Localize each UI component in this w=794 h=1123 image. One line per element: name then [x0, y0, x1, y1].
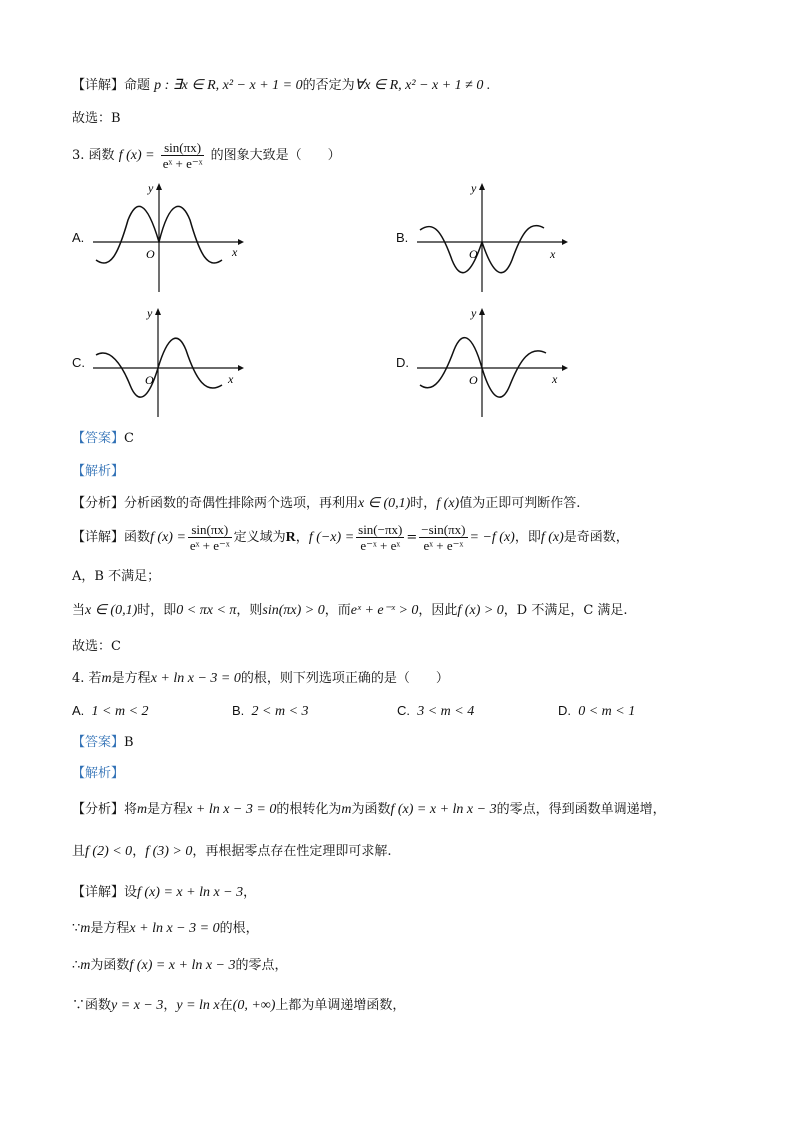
text: 时，即 — [137, 603, 177, 618]
answer-value: B — [124, 735, 134, 750]
text: 的否定为 — [302, 78, 355, 93]
text: 是方程 — [90, 921, 130, 936]
text: 当 — [72, 603, 86, 618]
text: ，而 — [324, 603, 351, 618]
fx: f (x) — [436, 496, 460, 511]
text: 为函数 — [90, 958, 130, 973]
analysis-tag: 【解析】 — [72, 464, 125, 479]
q4-option-b — [232, 703, 309, 720]
text: 的零点，得到函数单调递增， — [496, 802, 666, 817]
fx: f (x) = — [118, 148, 155, 163]
therefore-line — [72, 957, 288, 975]
text: 4. 若 — [72, 671, 102, 686]
ineq-3: eˣ + e⁻ˣ > 0 — [350, 603, 419, 618]
analyze-tag: 【分析】 — [72, 802, 125, 817]
detail-line-3: 【详解】函数f (x) = $\frac{\sin(\pi x)}{\text{eˣ + e⁻ˣ}}$ 定义域为R，f (−x) = $\frac{\sin(-\pi x)}{\text{e⁻ˣ + eˣ}}$ = $\frac{-\sin(\pi x)}{\text{eˣ + e⁻ˣ}}$ = −f (x)，即f (x)是奇函数， — [72, 522, 629, 553]
m: m — [80, 921, 91, 936]
origin-label: O — [469, 247, 478, 261]
answer-value: C — [124, 431, 134, 446]
text: 时， — [410, 496, 437, 511]
m: m — [101, 671, 112, 686]
value: 1 < m < 2 — [91, 704, 149, 719]
graph-d — [412, 305, 572, 420]
text: 是方程 — [111, 671, 151, 686]
y-label: y — [147, 306, 153, 320]
answer-tag: 【答案】 — [72, 431, 125, 446]
ineq-4: f (x) > 0 — [457, 603, 504, 618]
text: 是方程 — [147, 802, 187, 817]
detail-line-4: 【详解】设f (x) = x + ln x − 3， — [72, 885, 257, 900]
analyze-tag: 【分析】 — [72, 496, 125, 511]
value: 0 < m < 1 — [578, 704, 636, 719]
fx-def: f (x) = x + ln x − 3 — [390, 802, 497, 817]
interval: x ∈ (0,1) — [358, 496, 411, 511]
f3: f (3) > 0 — [145, 844, 193, 859]
denominator: eˣ + e⁻ˣ — [423, 538, 464, 553]
fx-def: f (x) = x + ln x − 3 — [129, 958, 236, 973]
text: 在 — [219, 998, 233, 1013]
denominator: e⁻ˣ + eˣ — [360, 538, 401, 553]
text: ，即 — [514, 530, 541, 545]
option-c-label: C. — [72, 355, 85, 370]
value: 2 < m < 3 — [251, 704, 309, 719]
text: ， — [163, 998, 177, 1013]
neg-fx: = −f (x) — [469, 530, 515, 545]
q4-option-d — [558, 703, 635, 720]
choose-b: 故选：B — [72, 111, 121, 126]
fx: f (x) — [540, 530, 564, 545]
proposition: p : ∃x ∈ R, x² − x + 1 = 0 — [154, 78, 303, 93]
detail-tag: 【详解】 — [72, 78, 125, 93]
text: 分析函数的奇偶性排除两个选项，再利用 — [124, 496, 359, 511]
analyze-line-3 — [72, 495, 580, 513]
m: m — [341, 802, 352, 817]
text: 值为正即可判断作答. — [459, 496, 581, 511]
real-set: R — [285, 530, 296, 545]
text: ，因此 — [418, 603, 458, 618]
y2: y = ln x — [176, 998, 220, 1013]
x-label: x — [232, 245, 238, 259]
numerator: sin(−πx) — [358, 522, 403, 537]
value: 3 < m < 4 — [417, 704, 475, 719]
text: ，D 不满足，C 满足. — [503, 603, 628, 618]
text: ，则 — [236, 603, 263, 618]
fraction-3 — [419, 522, 467, 553]
graph-c — [88, 305, 248, 420]
interval: x ∈ (0,1) — [85, 603, 138, 618]
text: ， — [132, 844, 146, 859]
text: 函数 — [124, 530, 151, 545]
detail-tag: 【详解】 — [72, 885, 125, 900]
when-line — [72, 602, 628, 620]
text: 的根，则下列选项正确的是（ ） — [240, 671, 449, 686]
answer-tag: 【答案】 — [72, 735, 125, 750]
analysis-tag: 【解析】 — [72, 766, 125, 781]
question-3 — [72, 140, 341, 171]
analysis-heading-3 — [72, 463, 124, 481]
text: 为函数 — [351, 802, 391, 817]
ineq-2: sin(πx) > 0 — [262, 603, 325, 618]
text: 是奇函数， — [563, 530, 629, 545]
detail-line-1 — [72, 77, 490, 95]
text: 设 — [124, 885, 138, 900]
text: 的根转化为 — [276, 802, 342, 817]
option-b-label: B. — [396, 230, 409, 245]
because-line-2 — [72, 997, 405, 1015]
answer-line-4 — [72, 734, 134, 752]
text: 函数 — [85, 998, 112, 1013]
option-d-label: D. — [396, 355, 409, 370]
ab-not-line: A，B 不满足； — [72, 569, 161, 584]
analyze-line-4 — [72, 801, 666, 819]
y-label: y — [471, 306, 477, 320]
fraction-2 — [356, 522, 404, 553]
analyze-line-4b — [72, 843, 392, 861]
f-neg-x: f (−x) = — [308, 530, 355, 545]
analysis-heading-4 — [72, 765, 124, 783]
text: 定义域为 — [233, 530, 286, 545]
x-label: x — [552, 372, 558, 386]
q3-number: 3. 函数 — [72, 148, 115, 163]
q4-option-c — [397, 703, 474, 720]
question-4 — [72, 670, 449, 688]
choose-c: 故选：C — [72, 639, 121, 654]
q3-tail: 的图象大致是（ ） — [210, 148, 341, 163]
graph-b — [412, 180, 572, 295]
text: 的根， — [219, 921, 259, 936]
fx: f (x) = — [150, 530, 186, 545]
fraction-1 — [188, 522, 232, 553]
because-symbol: ∵ — [72, 998, 86, 1013]
text: 命题 — [124, 78, 151, 93]
label: B. — [232, 703, 245, 718]
m: m — [80, 958, 91, 973]
option-a-label: A. — [72, 230, 85, 245]
y1: y = x − 3 — [111, 998, 164, 1013]
x-label: x — [550, 247, 556, 261]
fx-def: f (x) = x + ln x − 3 — [137, 885, 244, 900]
because-symbol: ∵ — [72, 921, 81, 936]
interval: (0, +∞) — [232, 998, 276, 1013]
origin-label: O — [469, 373, 478, 387]
label: D. — [558, 703, 571, 718]
origin-label: O — [145, 373, 154, 387]
denominator: eˣ + e⁻ˣ — [162, 156, 203, 171]
f2: f (2) < 0 — [85, 844, 133, 859]
numerator: sin(πx) — [161, 140, 205, 156]
equation: x + ln x − 3 = 0 — [186, 802, 277, 817]
answer-line-3 — [72, 430, 134, 448]
because-line-1 — [72, 920, 259, 938]
detail-tag: 【详解】 — [72, 530, 125, 545]
equation: x + ln x − 3 = 0 — [129, 921, 220, 936]
numerator: sin(πx) — [188, 522, 232, 538]
graph-a — [88, 180, 248, 295]
text: 将 — [124, 802, 138, 817]
negation: ∀x ∈ R, x² − x + 1 ≠ 0 . — [354, 78, 491, 93]
text: 且 — [72, 844, 86, 859]
ineq-1: 0 < πx < π — [176, 603, 237, 618]
label: C. — [397, 703, 410, 718]
y-label: y — [471, 181, 477, 195]
x-label: x — [228, 372, 234, 386]
equation: x + ln x − 3 = 0 — [150, 671, 241, 686]
therefore-symbol: ∴ — [72, 958, 81, 973]
text: ，再根据零点存在性定理即可求解. — [192, 844, 392, 859]
origin-label: O — [146, 247, 155, 261]
text: 的零点， — [235, 958, 288, 973]
fraction — [161, 140, 205, 171]
numerator: −sin(πx) — [421, 522, 466, 537]
y-label: y — [148, 181, 154, 195]
label: A. — [72, 703, 85, 718]
m: m — [137, 802, 148, 817]
q4-option-a — [72, 703, 149, 720]
denominator: eˣ + e⁻ˣ — [189, 538, 230, 553]
text: 上都为单调递增函数， — [275, 998, 406, 1013]
